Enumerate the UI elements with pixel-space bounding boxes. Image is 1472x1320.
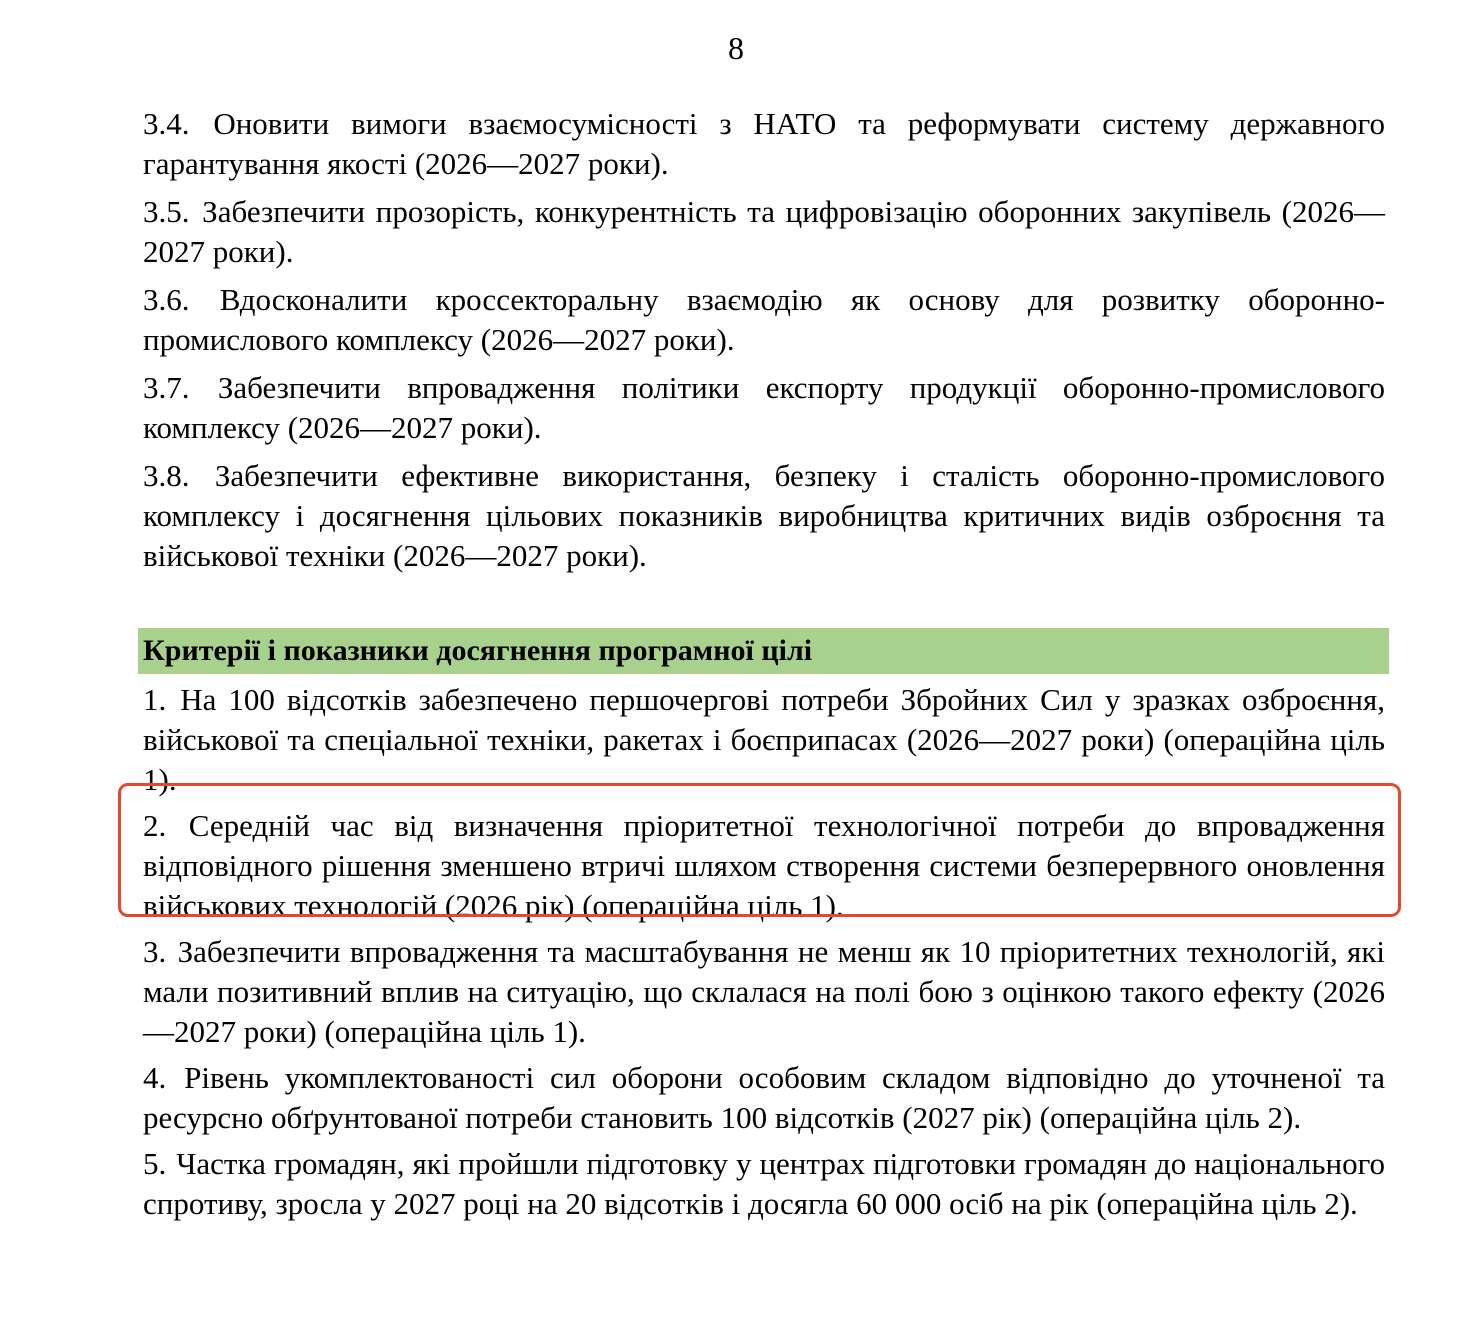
document-body [143, 104, 1385, 1230]
task-text: Вдосконалити кроссекторальну взаємодію як основу для розвитку оборонно-промислового комплексу (2026—2027 роки). [143, 282, 1385, 357]
criterion-4 [143, 1058, 1385, 1138]
criterion-5 [143, 1144, 1385, 1224]
criterion-1 [143, 680, 1385, 800]
section-heading: Критерії і показники досягнення програмної цілі [138, 628, 1389, 674]
task-text: Забезпечити ефективне використання, безпеку і сталість оборонно-промислового комплексу і досягнення цільових показників виробництва критичних видів озброєння та військової техніки (2026—2027 роки). [143, 458, 1386, 573]
task-number: 3.6. [143, 282, 190, 317]
criterion-2 [143, 806, 1385, 926]
criterion-number: 4. [143, 1060, 167, 1095]
criterion-number: 1. [143, 682, 167, 717]
task-text: Забезпечити впровадження політики експорту продукції оборонно-промислового комплексу (2026—2027 роки). [143, 370, 1386, 445]
highlighted-criterion [143, 806, 1385, 926]
criterion-number: 3. [143, 934, 167, 969]
task-3-7 [143, 368, 1385, 448]
task-number: 3.7. [143, 370, 190, 405]
criterion-text: Рівень укомплектованості сил оборони особовим складом відповідно до уточненої та ресурсно обґрунтованої потреби становить 100 відсотків (2027 рік) (операційна ціль 2). [143, 1060, 1386, 1135]
criterion-text: Частка громадян, які пройшли підготовку у центрах підготовки громадян до національного спротиву, зросла у 2027 році на 20 відсотків і досягла 60 000 осіб на рік (операційна ціль 2). [143, 1146, 1386, 1221]
criteria-list [143, 680, 1385, 1224]
task-number: 3.4. [143, 106, 190, 141]
criterion-text: На 100 відсотків забезпечено першочергові потреби Збройних Сил у зразках озброєння, військової та спеціальної техніки, ракетах і боєприпасах (2026—2027 роки) (операційна ціль 1). [143, 682, 1385, 797]
task-text: Оновити вимоги взаємосумісності з НАТО та реформувати систему державного гарантування якості (2026—2027 роки). [143, 106, 1385, 181]
criterion-number: 5. [143, 1146, 167, 1181]
criterion-text: Забезпечити впровадження та масштабування не менш як 10 пріоритетних технологій, які мали позитивний вплив на ситуацію, що склалася на полі бою з оцінкою такого ефекту (2026—2027 роки) (операційна ціль 1). [143, 934, 1385, 1049]
section-spacer [143, 584, 1385, 628]
criterion-3 [143, 932, 1385, 1052]
criterion-number: 2. [143, 808, 167, 843]
task-number: 3.5. [143, 194, 190, 229]
task-text: Забезпечити прозорість, конкурентність та цифровізацію оборонних закупівель (2026—2027 роки). [143, 194, 1385, 269]
task-number: 3.8. [143, 458, 190, 493]
task-3-5 [143, 192, 1385, 272]
criterion-text: Середній час від визначення пріоритетної технологічної потреби до впровадження відповідного рішення зменшено втричі шляхом створення системи безперервного оновлення військових технологій (2026 рік) (операційна ціль 1). [143, 808, 1386, 923]
task-3-6 [143, 280, 1385, 360]
task-3-4 [143, 104, 1385, 184]
page-number: 8 [728, 30, 744, 66]
task-3-8 [143, 456, 1385, 576]
